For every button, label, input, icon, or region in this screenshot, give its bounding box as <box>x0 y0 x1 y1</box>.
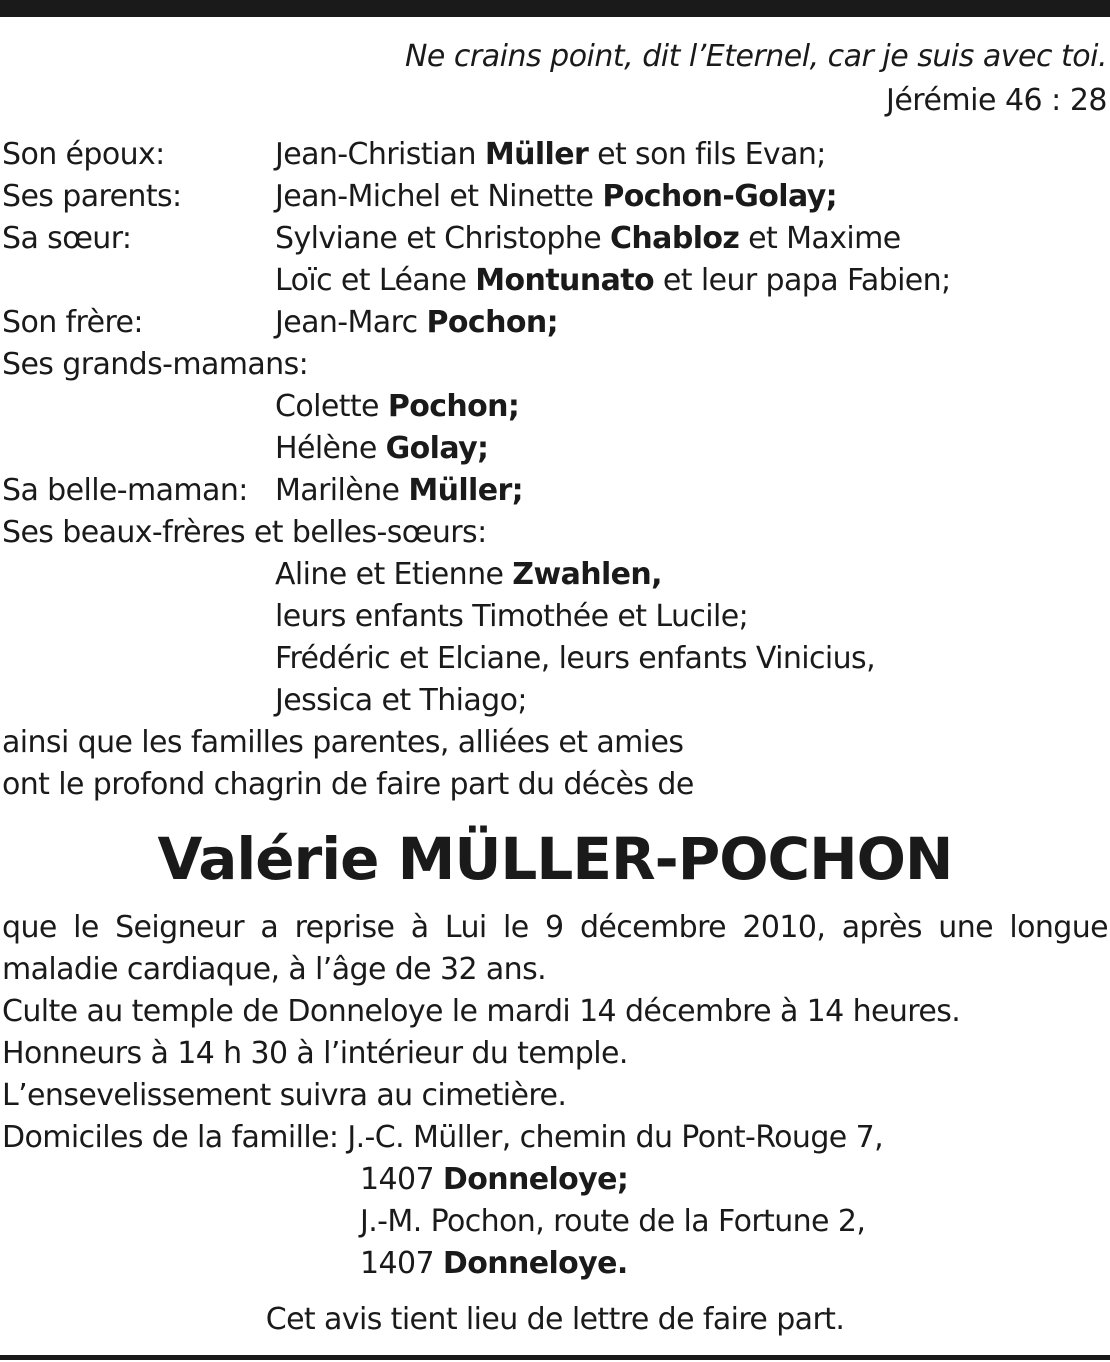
inlaws-value: Jessica et Thiago; <box>275 683 527 718</box>
domicile-line: Domiciles de la famille: J.-C. Müller, chemin du Pont-Rouge 7, <box>2 1120 884 1155</box>
inlaws-value: Aline et Etienne Zwahlen, <box>275 557 662 592</box>
spouse-label: Son époux: <box>2 137 165 172</box>
bible-verse: Ne crains point, dit l’Eternel, car je suis avec toi. <box>404 39 1107 74</box>
motherinlaw-value: Marilène Müller; <box>275 473 524 508</box>
footer-note: Cet avis tient lieu de lettre de faire part. <box>265 1302 845 1337</box>
domicile-line: J.-M. Pochon, route de la Fortune 2, <box>360 1204 866 1239</box>
grandmas-label: Ses grands-mamans: <box>2 347 309 382</box>
honors-info: Honneurs à 14 h 30 à l’intérieur du temple. <box>2 1036 628 1071</box>
parents-label: Ses parents: <box>2 179 182 214</box>
verse-reference: Jérémie 46 : 28 <box>885 83 1107 118</box>
death-details-line: que le Seigneur a reprise à Lui le 9 décembre 2010, après une longue <box>2 910 1108 945</box>
inlaws-value: leurs enfants Timothée et Lucile; <box>275 599 749 634</box>
burial-info: L’ensevelissement suivra au cimetière. <box>2 1078 567 1113</box>
motherinlaw-label: Sa belle-maman: <box>2 473 248 508</box>
brother-label: Son frère: <box>2 305 143 340</box>
death-details-line: maladie cardiaque, à l’âge de 32 ans. <box>2 952 547 987</box>
spouse-value: Jean-Christian Müller et son fils Evan; <box>275 137 826 172</box>
grandma-value: Hélène Golay; <box>275 431 489 466</box>
grandma-value: Colette Pochon; <box>275 389 520 424</box>
closing-line: ainsi que les familles parentes, alliées et amies <box>2 725 684 760</box>
sister-label: Sa sœur: <box>2 221 132 256</box>
closing-line: ont le profond chagrin de faire part du décès de <box>2 767 694 802</box>
inlaws-value: Frédéric et Elciane, leurs enfants Vinicius, <box>275 641 876 676</box>
service-info: Culte au temple de Donneloye le mardi 14 décembre à 14 heures. <box>2 994 961 1029</box>
brother-value: Jean-Marc Pochon; <box>275 305 559 340</box>
domicile-line: 1407 Donneloye. <box>360 1246 628 1281</box>
top-rule <box>0 0 1110 17</box>
deceased-name: Valérie MÜLLER-POCHON <box>157 825 953 893</box>
parents-value: Jean-Michel et Ninette Pochon-Golay; <box>275 179 838 214</box>
sister-value-cont: Loïc et Léane Montunato et leur papa Fabien; <box>275 263 951 298</box>
bottom-rule <box>0 1355 1110 1360</box>
domicile-line: 1407 Donneloye; <box>360 1162 629 1197</box>
sister-value: Sylviane et Christophe Chabloz et Maxime <box>275 221 901 256</box>
inlaws-label: Ses beaux-frères et belles-sœurs: <box>2 515 487 550</box>
